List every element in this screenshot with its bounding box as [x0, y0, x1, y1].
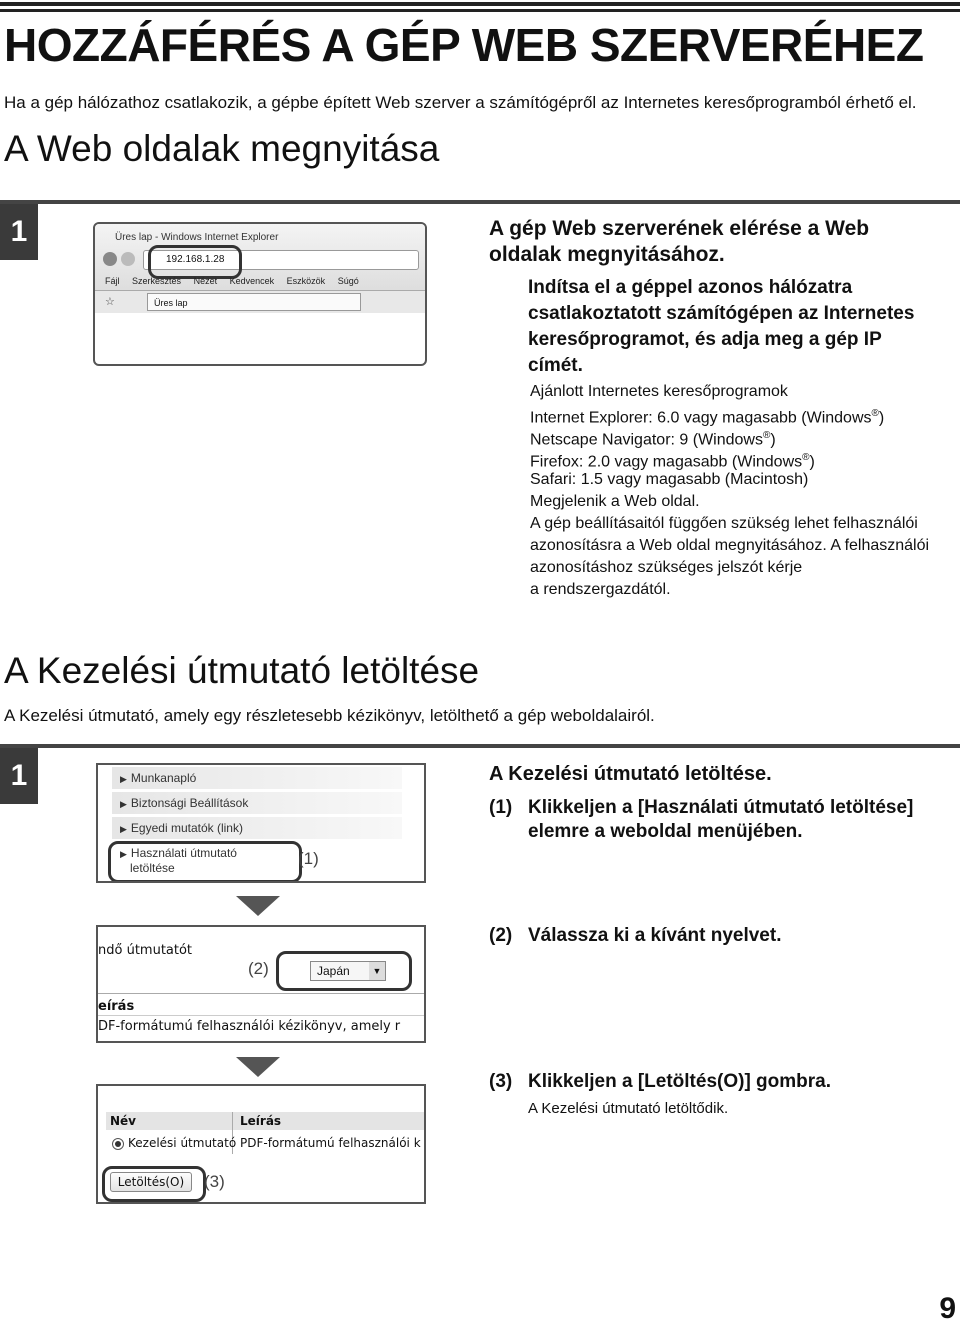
- menu-screenshot: [96, 763, 426, 883]
- menu-view: Nézet: [193, 276, 218, 286]
- download-button[interactable]: Letöltés(O): [110, 1172, 192, 1192]
- section2-intro: A Kezelési útmutató, amely egy részletesebb kézikönyv, letölthető a gép weboldalairól.: [4, 706, 655, 725]
- section-divider: [0, 200, 960, 204]
- sub1-text-2: elemre a weboldal menüjében.: [528, 821, 803, 842]
- menu-edit: Szerkesztés: [132, 276, 182, 286]
- callout-1: (1): [298, 849, 319, 868]
- download-screenshot: [96, 1084, 426, 1204]
- instruction-1: Indítsa el a géppel azonos hálózatra: [528, 277, 853, 298]
- window-title: Üres lap - Windows Internet Explorer: [115, 232, 279, 243]
- desc-text: DF-formátumú felhasználói kézikönyv, amely r: [98, 1019, 401, 1034]
- favorites-star-icon: ☆: [105, 296, 115, 308]
- menu-help: Súgó: [337, 276, 359, 286]
- menu-tools: Eszközök: [286, 276, 326, 286]
- intro-text: Ha a gép hálózathoz csatlakozik, a gépbe épített Web szerver a számítógépről az Internetes keresőprogramból érhető el.: [4, 93, 917, 112]
- col-name: Név: [110, 1114, 137, 1128]
- section-heading-web-pages: A Web oldalak megnyitása: [4, 128, 440, 169]
- browser-netscape: Netscape Navigator: 9 (Windows®): [530, 430, 776, 449]
- arrow-icon: ▶: [120, 774, 127, 784]
- browser-firefox: Firefox: 2.0 vagy magasabb (Windows®): [530, 452, 815, 471]
- instruction-2: csatlakoztatott számítógépen az Internetes: [528, 303, 915, 324]
- menu-item-log: ▶ Munkanapló: [112, 767, 402, 789]
- browser-screenshot: [93, 222, 427, 366]
- sub3-text: Klikkeljen a [Letöltés(O)] gombra.: [528, 1071, 831, 1092]
- browsers-heading: Ajánlott Internetes keresőprogramok: [530, 383, 788, 400]
- callout-3: (3): [204, 1172, 225, 1191]
- partial-label: ndő útmutatót: [98, 943, 193, 958]
- step2-title: A Kezelési útmutató letöltése.: [489, 763, 772, 785]
- radio-button[interactable]: [112, 1138, 124, 1150]
- sub2-text: Válassza ki a kívánt nyelvet.: [528, 925, 782, 946]
- sub3-note: A Kezelési útmutató letöltődik.: [528, 1100, 729, 1117]
- step-title-2: oldalak megnyitásához.: [489, 243, 725, 266]
- browser-safari: Safari: 1.5 vagy magasabb (Macintosh): [530, 471, 809, 488]
- step-number: 1: [0, 204, 38, 260]
- top-rule: [0, 0, 960, 14]
- sub1-num: (1): [489, 797, 513, 818]
- desc-heading: eírás: [98, 999, 135, 1014]
- browser-ie: Internet Explorer: 6.0 vagy magasabb (Windows®): [530, 408, 885, 427]
- callout-2: (2): [248, 959, 269, 978]
- address-value: 192.168.1.28: [166, 254, 225, 265]
- favorites-bar: [95, 290, 425, 313]
- menu-item-custom-links: ▶ Egyedi mutatók (link): [112, 817, 402, 839]
- arrow-icon: ▶: [120, 824, 127, 834]
- browser-tab: Üres lap: [147, 293, 361, 311]
- step-title-1: A gép Web szerverének elérése a Web: [489, 217, 870, 240]
- menu-favorites: Kedvencek: [229, 276, 275, 286]
- menu-item-manual-download: ▶ Használati útmutató letöltése: [120, 846, 237, 875]
- page-number: 9: [939, 1292, 956, 1325]
- note-5: a rendszergazdától.: [530, 581, 671, 598]
- section-heading-download: A Kezelési útmutató letöltése: [4, 650, 480, 691]
- step-number-2: 1: [0, 748, 38, 804]
- chevron-down-icon: ▼: [369, 962, 385, 980]
- note-2: A gép beállításaitól függően szükség lehet felhasználói: [530, 515, 918, 532]
- sub3-num: (3): [489, 1071, 513, 1092]
- row-desc: PDF-formátumú felhasználói k: [240, 1136, 421, 1150]
- menu-bar: [105, 276, 369, 286]
- page-title: HOZZÁFÉRÉS A GÉP WEB SZERVERÉHEZ: [4, 19, 924, 71]
- sub2-num: (2): [489, 925, 513, 946]
- section-divider-2: [0, 744, 960, 748]
- menu-item-security: ▶ Biztonsági Beállítások: [112, 792, 402, 814]
- language-select[interactable]: Japán ▼: [310, 961, 386, 981]
- row-name: Kezelési útmutató: [128, 1136, 237, 1150]
- arrow-icon: ▶: [120, 799, 127, 809]
- down-arrow-icon: [236, 896, 280, 916]
- forward-icon: [121, 252, 135, 266]
- address-bar: [143, 250, 419, 270]
- col-desc: Leírás: [240, 1114, 282, 1128]
- note-3: azonosításra a Web oldal megnyitásához. A felhasználói: [530, 537, 930, 554]
- back-icon: [103, 252, 117, 266]
- language-screenshot: [96, 925, 426, 1043]
- note-4: azonosításhoz szükséges jelszót kérje: [530, 559, 803, 576]
- instruction-3: keresőprogramot, és adja meg a gép IP: [528, 329, 882, 350]
- menu-file: Fájl: [105, 276, 120, 286]
- down-arrow-icon: [236, 1057, 280, 1077]
- instruction-4: címét.: [528, 355, 583, 376]
- note-1: Megjelenik a Web oldal.: [530, 493, 700, 510]
- sub1-text-1: Klikkeljen a [Használati útmutató letöltése]: [528, 797, 914, 818]
